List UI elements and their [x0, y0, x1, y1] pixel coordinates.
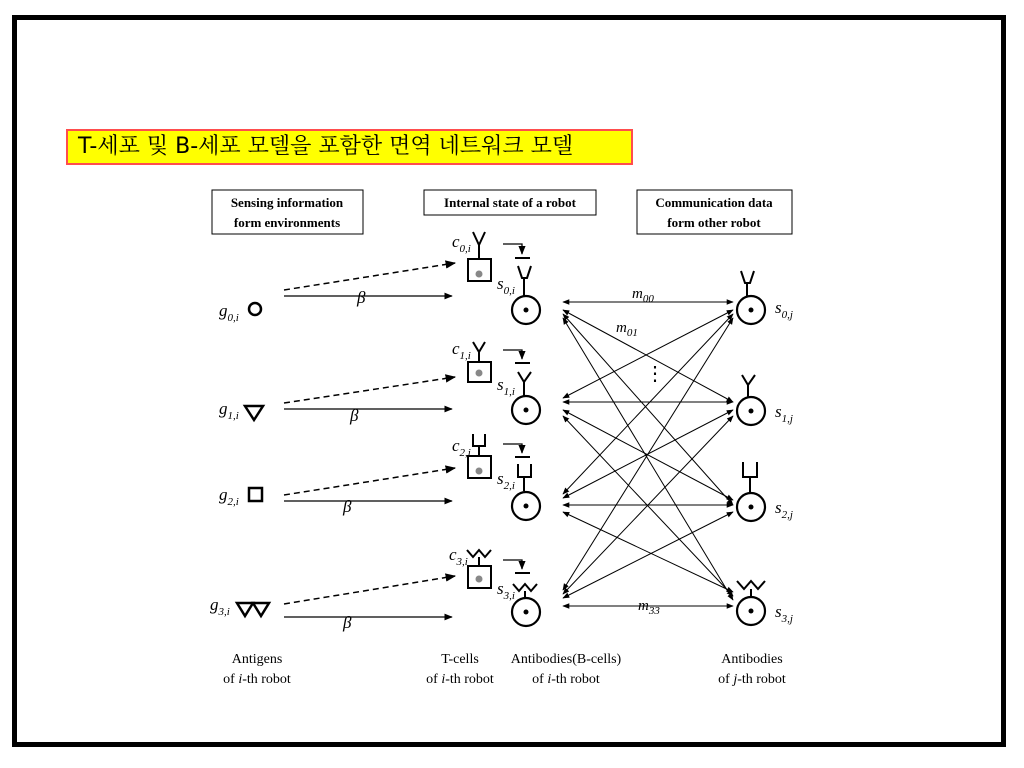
antigen-square-icon — [249, 488, 262, 501]
beta-label-3: β — [343, 613, 352, 632]
beta-label-2: β — [343, 497, 352, 516]
svg-text:Antibodies: Antibodies — [721, 652, 783, 667]
dashed-arrow-0 — [284, 263, 455, 290]
sj-label-3: $s_{3,j}$ — [775, 602, 793, 625]
b-cell-1 — [512, 372, 540, 424]
ellipsis-dots: ⋮ — [645, 363, 665, 385]
b-cell-j-0 — [737, 271, 765, 324]
suppress-arrow-3 — [503, 560, 522, 569]
link-0-1 — [563, 310, 733, 402]
c-label-3: $c_{3,i}$ — [449, 545, 468, 568]
c-label-0: $c_{0,i}$ — [452, 232, 471, 255]
antigen-triangle-icon — [245, 406, 263, 420]
header-sensing-line2: form environments — [233, 215, 341, 230]
svg-text:of i-th robot: of i-th robot — [426, 672, 494, 687]
b-cell-2 — [512, 464, 540, 520]
s-label-3: $s_{3,i}$ — [497, 579, 515, 602]
sj-label-1: $s_{1,j}$ — [775, 402, 793, 425]
s-label-1: $s_{1,i}$ — [497, 375, 515, 398]
network-links — [563, 302, 733, 606]
svg-text:T-cells: T-cells — [441, 652, 479, 667]
s-label-0: $s_{0,i}$ — [497, 274, 515, 297]
svg-text:of i-th robot: of i-th robot — [223, 672, 291, 687]
antigen-double-triangle-icon — [237, 603, 269, 616]
header-internal-line1: Internal state of a robot — [444, 195, 576, 210]
link-0-3 — [563, 318, 733, 600]
row-3 — [210, 545, 793, 632]
m00-label: $m_{00}$ — [632, 286, 654, 305]
link-2-3 — [563, 512, 733, 592]
g-label-0: $g_{0,i}$ — [219, 301, 239, 324]
sj-label-0: $s_{0,j}$ — [775, 298, 793, 321]
m01-label: $m_{01}$ — [616, 320, 638, 339]
svg-text:of j-th robot: of j-th robot — [718, 672, 786, 687]
t-cell-0 — [468, 232, 491, 281]
link-0-2 — [563, 314, 733, 505]
link-3-0 — [563, 318, 733, 590]
slide-title: T-세포 및 B-세포 모델을 포함한 면역 네트워크 모델 — [66, 129, 633, 165]
beta-label-0: β — [357, 288, 366, 307]
g-label-2: $g_{2,i}$ — [219, 485, 239, 508]
caption-antigens — [223, 652, 291, 687]
header-communication-line1: Communication data — [655, 195, 773, 210]
header-communication — [637, 190, 792, 234]
m33-label: $m_{33}$ — [638, 598, 660, 617]
t-cell-2 — [468, 434, 491, 478]
svg-text:Antibodies(B-cells): Antibodies(B-cells) — [510, 652, 622, 667]
b-cell-j-3 — [737, 581, 765, 625]
header-internal — [424, 190, 596, 215]
caption-bcells — [511, 652, 622, 687]
c-label-2: $c_{2,i}$ — [452, 436, 471, 459]
b-cell-j-2 — [737, 462, 765, 521]
dashed-arrow-3 — [284, 576, 455, 604]
t-cell-1 — [468, 342, 491, 382]
dashed-arrow-2 — [284, 468, 455, 495]
g-label-3: $g_{3,i}$ — [210, 595, 230, 618]
t-cell-3 — [467, 550, 491, 588]
svg-text:of i-th robot: of i-th robot — [532, 672, 600, 687]
g-label-1: $g_{1,i}$ — [219, 399, 239, 422]
svg-text:Antigens: Antigens — [231, 652, 283, 667]
s-label-2: $s_{2,i}$ — [497, 469, 515, 492]
header-communication-line2: form other robot — [667, 215, 761, 230]
caption-antibodies-j — [718, 652, 786, 687]
header-sensing-line1: Sensing information — [230, 195, 344, 210]
sj-label-2: $s_{2,j}$ — [775, 498, 793, 521]
b-cell-j-1 — [737, 375, 765, 425]
suppress-arrow-2 — [503, 444, 522, 453]
header-sensing — [212, 190, 363, 234]
link-3-2 — [563, 512, 733, 598]
beta-label-1: β — [350, 406, 359, 425]
suppress-arrow-0 — [503, 244, 522, 254]
row-2 — [219, 434, 793, 521]
row-1 — [219, 339, 793, 425]
caption-tcells — [426, 652, 494, 687]
row-0 — [219, 232, 793, 324]
b-cell-3 — [512, 584, 540, 626]
dashed-arrow-1 — [284, 377, 455, 403]
b-cell-0 — [512, 266, 540, 324]
link-2-0 — [563, 314, 733, 494]
antigen-circle-icon — [249, 303, 261, 315]
suppress-arrow-1 — [503, 350, 522, 359]
c-label-1: $c_{1,i}$ — [452, 339, 471, 362]
